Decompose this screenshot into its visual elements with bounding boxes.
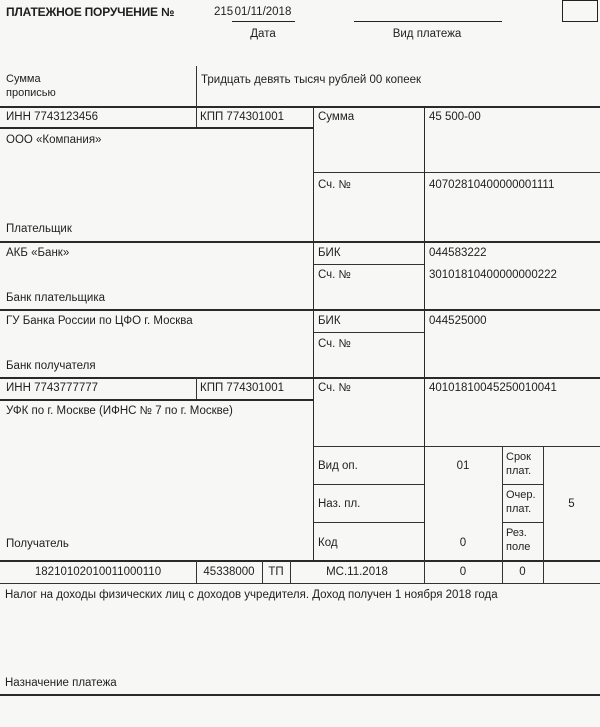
payee-kpp: КПП 774301001 bbox=[200, 382, 284, 394]
divider bbox=[0, 106, 600, 108]
divider bbox=[196, 106, 197, 127]
divider bbox=[424, 172, 425, 241]
payee-bank-name: ГУ Банка России по ЦФО г. Москва bbox=[6, 315, 193, 327]
tax-basis-value: ТП bbox=[268, 566, 284, 578]
payer-bank-account-value: 30101810400000000222 bbox=[429, 269, 557, 281]
divider bbox=[0, 399, 313, 401]
divider bbox=[313, 446, 600, 447]
payer-bank-role-label: Банк плательщика bbox=[6, 292, 106, 304]
code-value: 0 bbox=[459, 537, 467, 549]
op-type-label: Вид оп. bbox=[318, 460, 358, 472]
divider bbox=[313, 172, 600, 173]
order-label-1: Очер. bbox=[506, 489, 536, 501]
date-underline bbox=[232, 21, 295, 22]
divider bbox=[313, 264, 424, 265]
payee-bank-role-label: Банк получателя bbox=[6, 360, 96, 372]
document-number: 215 bbox=[214, 6, 234, 18]
divider bbox=[424, 241, 425, 309]
payee-bank-bik-label: БИК bbox=[318, 315, 341, 327]
divider bbox=[502, 522, 543, 523]
payee-bank-bik-value: 044525000 bbox=[429, 315, 487, 327]
kbk-value: 18210102010011000110 bbox=[34, 566, 162, 578]
reserve-label-2: поле bbox=[506, 541, 531, 553]
document-title: ПЛАТЕЖНОЕ ПОРУЧЕНИЕ № bbox=[6, 5, 175, 19]
payment-purpose-label: Назначение платежа bbox=[5, 677, 117, 689]
payer-account-value: 40702810400000001111 bbox=[429, 179, 555, 191]
payment-type-underline bbox=[354, 21, 502, 22]
payer-bank-account-label: Сч. № bbox=[318, 269, 351, 281]
payer-bank-bik-label: БИК bbox=[318, 247, 341, 259]
payee-role-label: Получатель bbox=[6, 538, 69, 550]
order-label-2: плат. bbox=[506, 503, 532, 515]
term-label-1: Срок bbox=[506, 451, 531, 463]
payee-bank-account-label: Сч. № bbox=[318, 338, 351, 350]
purpose-code-label: Наз. пл. bbox=[318, 498, 361, 510]
payer-name: ООО «Компания» bbox=[6, 134, 102, 146]
divider bbox=[0, 694, 600, 696]
form-code-box bbox=[562, 0, 598, 22]
payment-purpose-text: Налог на доходы физических лиц с доходов учредителя. Доход получен 1 ноября 2018 года bbox=[5, 589, 498, 601]
payer-account-label: Сч. № bbox=[318, 179, 351, 191]
payee-account-value: 40101810045250010041 bbox=[429, 382, 557, 394]
tax-period-value: МС.11.2018 bbox=[326, 566, 388, 578]
order-value: 5 bbox=[568, 498, 575, 510]
divider bbox=[313, 332, 424, 333]
payer-inn: ИНН 7743123456 bbox=[6, 111, 99, 123]
payer-kpp: КПП 774301001 bbox=[200, 111, 284, 123]
divider bbox=[313, 522, 424, 523]
divider bbox=[502, 484, 543, 485]
oktmo-value: 45338000 bbox=[203, 566, 255, 578]
payee-name: УФК по г. Москве (ИФНС № 7 по г. Москве) bbox=[6, 405, 233, 417]
amount-value: 45 500-00 bbox=[429, 111, 481, 123]
divider bbox=[196, 377, 197, 399]
payment-type-label: Вид платежа bbox=[392, 28, 462, 40]
payer-bank-name: АКБ «Банк» bbox=[6, 247, 70, 259]
term-label-2: плат. bbox=[506, 465, 532, 477]
amount-in-words: Тридцать девять тысяч рублей 00 копеек bbox=[201, 74, 422, 86]
divider bbox=[196, 66, 197, 106]
divider bbox=[313, 484, 424, 485]
payee-account-label: Сч. № bbox=[318, 382, 351, 394]
divider bbox=[424, 106, 425, 172]
code-label: Код bbox=[318, 537, 338, 549]
divider bbox=[424, 309, 425, 377]
tax-doc-date-value: 0 bbox=[519, 566, 526, 578]
payee-inn: ИНН 7743777777 bbox=[6, 382, 99, 394]
divider bbox=[0, 127, 313, 129]
divider bbox=[313, 106, 314, 560]
tax-doc-number-value: 0 bbox=[459, 566, 467, 578]
divider bbox=[0, 377, 600, 379]
document-date: 01/11/2018 bbox=[234, 6, 292, 18]
divider bbox=[0, 241, 600, 243]
reserve-label-1: Рез. bbox=[506, 527, 527, 539]
payer-role-label: Плательщик bbox=[6, 223, 72, 235]
divider bbox=[0, 560, 600, 562]
divider bbox=[543, 560, 544, 583]
amount-words-label-2: прописью bbox=[6, 87, 56, 99]
divider bbox=[0, 583, 600, 584]
payer-bank-bik-value: 044583222 bbox=[429, 247, 487, 259]
divider bbox=[502, 446, 503, 560]
amount-label: Сумма bbox=[318, 111, 355, 123]
date-label: Дата bbox=[250, 28, 276, 40]
divider bbox=[0, 309, 600, 311]
op-type-value: 01 bbox=[456, 460, 470, 472]
amount-words-label-1: Сумма bbox=[6, 73, 41, 85]
